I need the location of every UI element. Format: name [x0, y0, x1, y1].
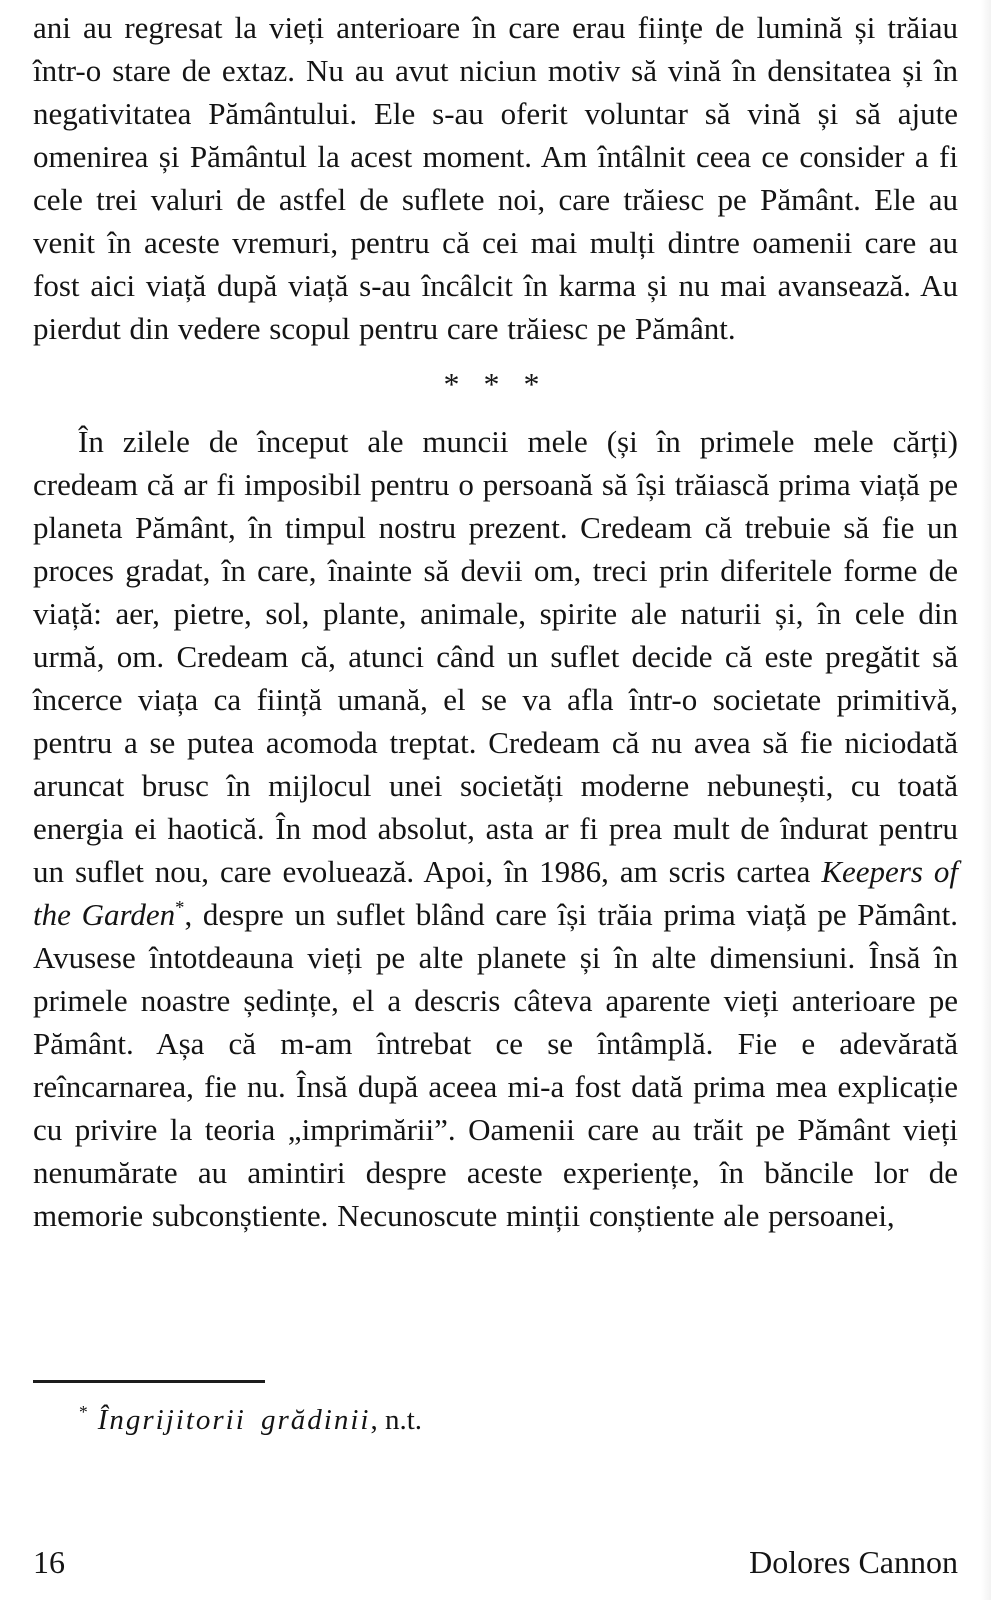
footnote-reference-asterisk: *	[175, 897, 185, 919]
footnote-suffix: , n.t.	[370, 1404, 423, 1436]
body-text	[33, 6, 958, 1237]
paragraph-2	[33, 420, 958, 1237]
book-title: Keepers of the Garden	[33, 854, 958, 932]
author-name: Dolores Cannon	[749, 1544, 958, 1580]
page-number: 16	[33, 1544, 65, 1580]
scan-edge-shading	[981, 0, 991, 1600]
footnote-divider	[33, 1380, 265, 1383]
paragraph-2-text-after-title: , despre un suflet blând care își trăia prima viață pe Pământ. Avusese întotdeauna vieți pe alte planete și în alte dimensiuni. Însă în primele noastre ședințe, el a descris câteva aparente vieți anterioare pe Pământ. Așa că m-am întrebat ce se întâmplă. Fie e adevărată reîncarnarea, fie nu. Însă după aceea mi-a fost dată prima mea explicație cu privire la teoria „imprimării”. Oamenii care au trăit pe Pământ vieți nenumărate au amintiri despre aceste experiențe, în băncile lor de memorie subconștiente. Necunoscute minții conștiente ale persoanei,	[33, 897, 959, 1233]
footnote-marker-asterisk: *	[79, 1402, 88, 1423]
paragraph-1: ani au regresat la vieți anterioare în care erau ființe de lumină și trăiau într-o stare de extaz. Nu au avut niciun motiv să vină în densitatea și în negativitatea Pământului. Ele s-au oferit voluntar să vină și să ajute omenirea și Pământul la acest moment. Am întâlnit ceea ce consider a fi cele trei valuri de astfel de suflete noi, care trăiesc pe Pământ. Ele au venit în aceste vremuri, pentru că cei mai mulți dintre oamenii care au fost aici viață după viață s-au încâlcit în karma și nu mai avansează. Au pierdut din vedere scopul pentru care trăiesc pe Pământ.	[33, 10, 958, 346]
section-separator: * * *	[443, 366, 548, 402]
paragraph-2-text-before-title: În zilele de început ale muncii mele (și în primele mele cărți) credeam că ar fi imposibil pentru o persoană să își trăiască prima viață pe planeta Pământ, în timpul nostru prezent. Credeam că trebuie să fie un proces gradat, în care, înainte să devii om, treci prin diferitele forme de viață: aer, pietre, sol, plante, animale, spirite ale naturii și, în cele din urmă, om. Credeam că, atunci când un suflet decide că este pregătit să încerce viața ca ființă umană, el se va afla într-o societate primitivă, pentru a se putea acomoda treptat. Credeam că nu avea să fie niciodată aruncat brusc în mijlocul unei societăți moderne nebunești, cu toată energia ei haotică. În mod absolut, asta ar fi prea mult de îndurat pentru un suflet nou, care evoluează. Apoi, în 1986, am scris cartea	[33, 424, 958, 889]
footnote-book-title: Îngrijitorii grădinii	[97, 1404, 371, 1436]
page-footer	[33, 1541, 958, 1584]
footnote	[33, 1400, 958, 1440]
